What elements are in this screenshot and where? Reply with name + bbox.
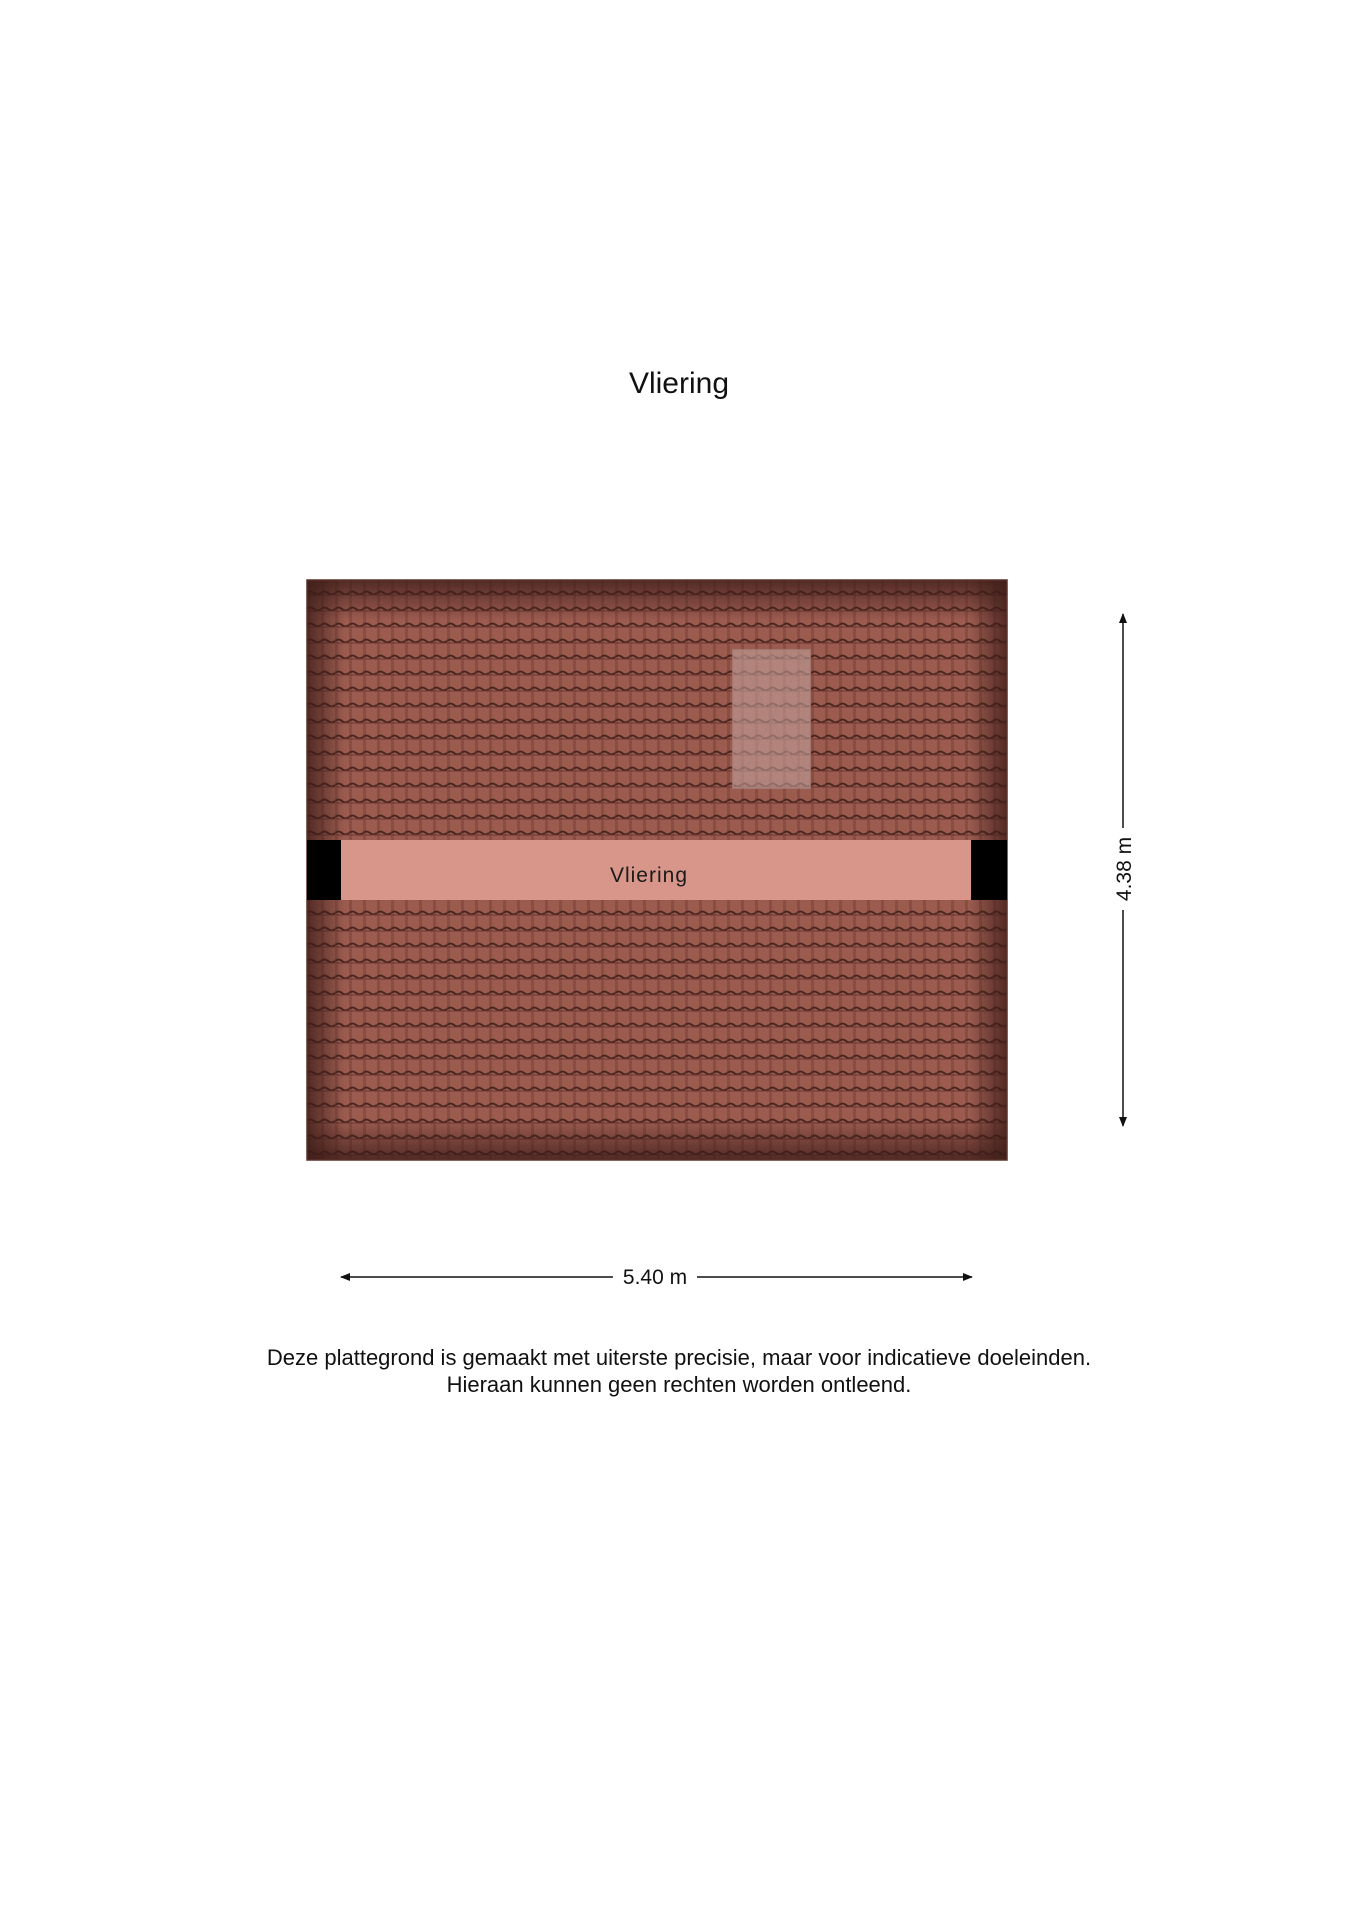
wall-left [307, 840, 341, 900]
skylight-window-icon [733, 650, 810, 788]
dimension-width [341, 1266, 972, 1289]
disclaimer-line-1: Deze plattegrond is gemaakt met uiterste precisie, maar voor indicatieve doeleinden. [266, 1345, 1092, 1370]
room-label: Vliering [609, 864, 689, 887]
disclaimer-line-2: Hieraan kunnen geen rechten worden ontleend. [446, 1372, 912, 1397]
disclaimer [0, 1344, 1358, 1398]
floor-title: Vliering [628, 367, 730, 400]
width-label: 5.40 m [622, 1266, 688, 1289]
dimension-depth [1113, 614, 1136, 1126]
roof-edge-bottom [307, 1120, 1007, 1160]
wall-right [971, 840, 1007, 900]
room-vliering [307, 840, 1007, 900]
depth-label: 4.38 m [1113, 836, 1136, 902]
roof-edge-top [307, 580, 1007, 620]
